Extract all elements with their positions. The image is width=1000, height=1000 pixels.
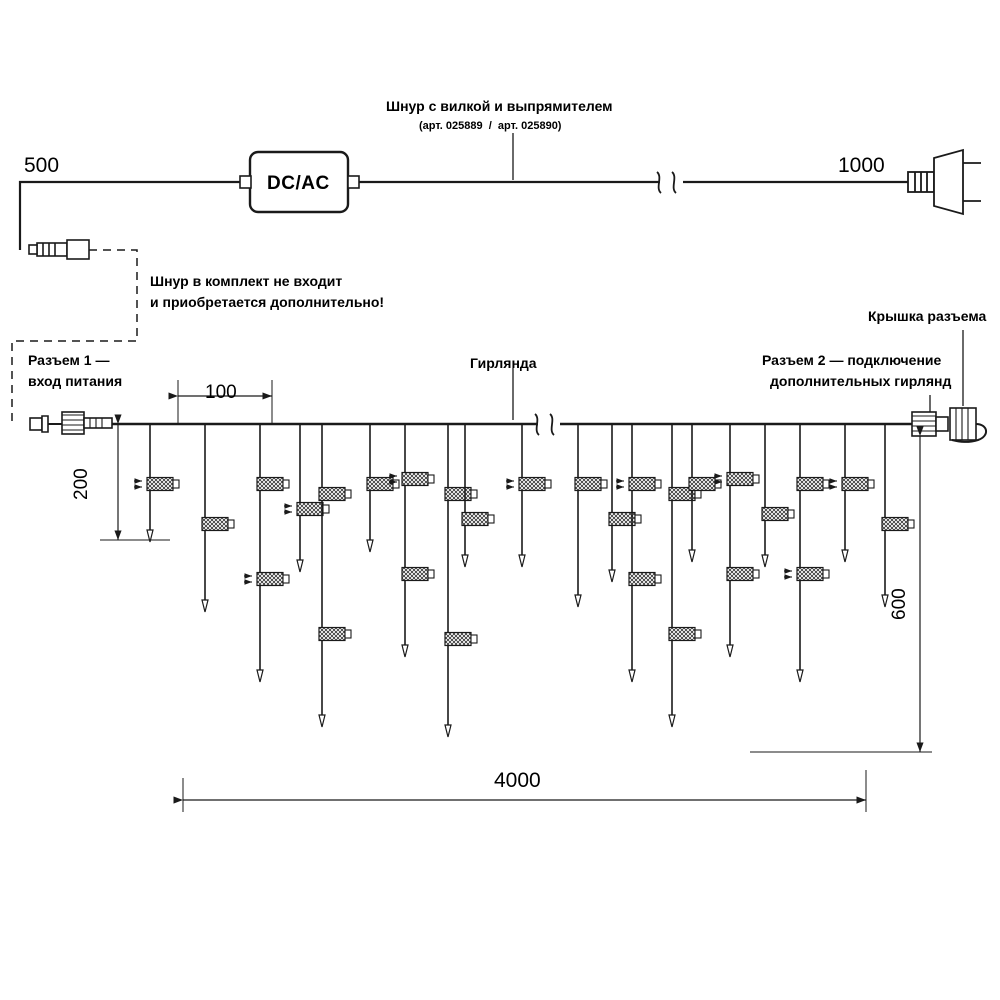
led-strands-group bbox=[134, 424, 914, 737]
led-bulb-icon bbox=[882, 518, 914, 531]
led-strand bbox=[829, 424, 874, 562]
power-cord-group bbox=[20, 150, 981, 259]
dimension-left-lead-label: 500 bbox=[24, 154, 60, 177]
cord-article-label: (арт. 025889 / арт. 025890) bbox=[419, 120, 562, 132]
connector-1-label-line2: вход питания bbox=[28, 373, 123, 389]
mains-plug-icon bbox=[908, 150, 981, 214]
led-strand bbox=[367, 424, 399, 552]
led-strand bbox=[445, 424, 477, 737]
led-strand bbox=[762, 424, 794, 567]
led-bulb-icon bbox=[506, 478, 551, 491]
dimension-drop-short-label: 200 bbox=[71, 468, 92, 500]
dimension-right-lead-label: 1000 bbox=[838, 154, 885, 177]
led-strand bbox=[506, 424, 551, 567]
power-supply-label: DC/AC bbox=[267, 173, 330, 194]
led-bulb-icon bbox=[669, 628, 701, 641]
led-bulb-icon bbox=[762, 508, 794, 521]
connector-2-icon bbox=[912, 408, 986, 442]
led-bulb-icon bbox=[797, 478, 829, 491]
led-strand bbox=[389, 424, 434, 657]
connector-2-label-line1: Разъем 2 — подключение bbox=[762, 352, 942, 368]
dc-plug-icon bbox=[29, 240, 89, 259]
not-included-line2: и приобретается дополнительно! bbox=[150, 294, 385, 310]
led-strand bbox=[616, 424, 661, 682]
led-strand bbox=[244, 424, 289, 682]
led-bulb-icon bbox=[616, 478, 661, 491]
led-bulb-icon bbox=[402, 568, 434, 581]
dimension-total-label: 4000 bbox=[494, 769, 541, 792]
led-strand bbox=[134, 424, 179, 542]
led-bulb-icon bbox=[784, 568, 829, 581]
led-strand bbox=[669, 424, 701, 727]
led-strand bbox=[882, 424, 914, 607]
led-bulb-icon bbox=[244, 573, 289, 586]
connector-1-label-line1: Разъем 1 — bbox=[28, 352, 110, 368]
connector-2-label-line2: дополнительных гирлянд bbox=[770, 373, 952, 389]
led-bulb-icon bbox=[689, 478, 721, 491]
led-bulb-icon bbox=[202, 518, 234, 531]
led-strand bbox=[714, 424, 759, 657]
led-bulb-icon bbox=[829, 478, 874, 491]
connector-cap-label: Крышка разъема bbox=[868, 308, 987, 324]
led-strand bbox=[319, 424, 351, 727]
garland-main-wire bbox=[112, 414, 912, 435]
dimension-spacing-label: 100 bbox=[205, 382, 237, 403]
optional-cord-dashed bbox=[12, 250, 137, 424]
led-bulb-icon bbox=[445, 633, 477, 646]
led-bulb-icon bbox=[257, 478, 289, 491]
led-strand bbox=[575, 424, 607, 607]
led-bulb-icon bbox=[727, 568, 759, 581]
led-strand bbox=[202, 424, 234, 612]
led-bulb-icon bbox=[462, 513, 494, 526]
led-strand bbox=[784, 424, 829, 682]
cord-title-label: Шнур с вилкой и выпрямителем bbox=[386, 98, 613, 114]
led-bulb-icon bbox=[629, 573, 661, 586]
led-bulb-icon bbox=[445, 488, 477, 501]
connector-1-icon bbox=[30, 412, 112, 434]
led-bulb-icon bbox=[134, 478, 179, 491]
garland-label: Гирлянда bbox=[470, 355, 537, 371]
not-included-line1: Шнур в комплект не входит bbox=[150, 273, 343, 289]
dimension-drop-long-label: 600 bbox=[889, 588, 910, 620]
led-bulb-icon bbox=[609, 513, 641, 526]
led-strand bbox=[609, 424, 641, 582]
led-bulb-icon bbox=[319, 628, 351, 641]
led-bulb-icon bbox=[319, 488, 351, 501]
led-bulb-icon bbox=[367, 478, 399, 491]
led-bulb-icon bbox=[575, 478, 607, 491]
